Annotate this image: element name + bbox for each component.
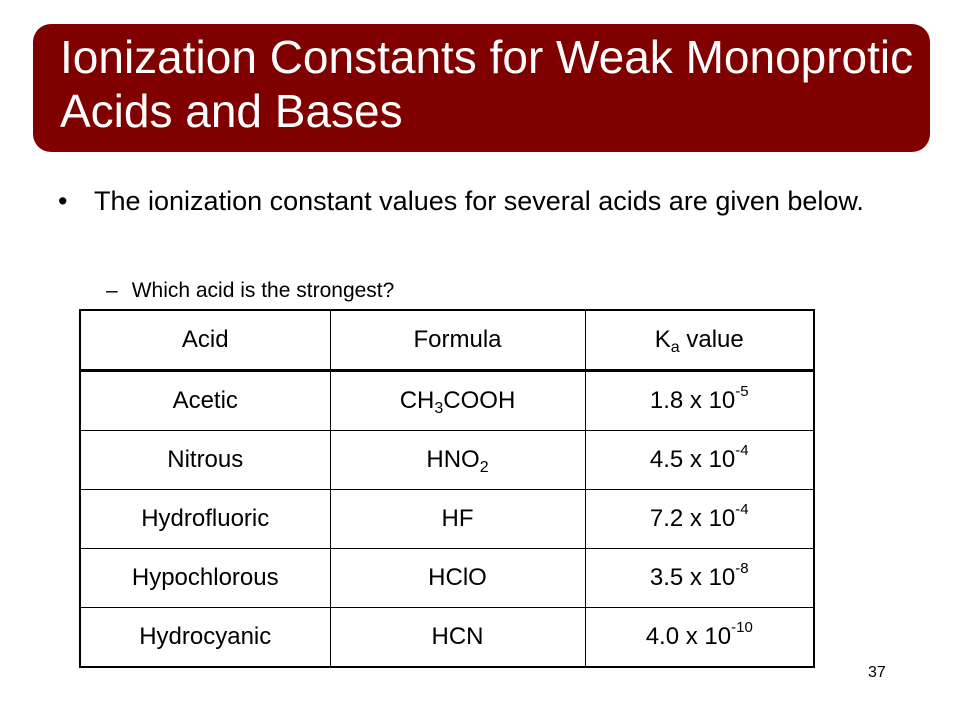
sub-bullet-text: Which acid is the strongest? [131,279,395,302]
header-ka [585,310,814,371]
page-number: 37 [868,664,886,681]
acid-name: Hypochlorous [80,549,330,608]
acid-formula: $CH_3COOH$ [330,371,585,431]
ka-value: 1.8 x $10^{-5}$ [585,371,814,431]
ka-value: 4.0 x $10^{-10}$ [585,608,814,668]
acid-name: Nitrous [80,431,330,490]
ka-value: 3.5 x $10^{-8}$ [585,549,814,608]
sub-bullet-marker: – [106,279,118,302]
table-row [80,371,814,431]
table-row [80,549,814,608]
ionization-table [79,309,815,668]
acid-name: Acetic [80,371,330,431]
header-acid: Acid [80,310,330,371]
acid-formula: $HNO_2$ [330,431,585,490]
ka-symbol: K [654,326,671,353]
table-row [80,608,814,668]
ka-label: value [679,326,744,353]
ka-value: 4.5 x $10^{-4}$ [585,431,814,490]
bullet-marker: • [58,186,68,216]
table-row [80,431,814,490]
acid-formula: HF [330,490,585,549]
acid-formula: HCN [330,608,585,668]
acid-name: Hydrofluoric [80,490,330,549]
sub-bullet-item [106,276,394,306]
ka-subscript: a [670,339,680,356]
table-row [80,490,814,549]
bullet-item [58,182,888,220]
table-header-row [80,310,814,371]
acid-formula: HClO [330,549,585,608]
slide-title: Ionization Constants for Weak Monoprotic Acids and Bases [60,31,914,137]
bullet-text: The ionization constant values for several acids are given below. [94,186,864,216]
acid-name: Hydrocyanic [80,608,330,668]
header-formula: Formula [330,310,585,371]
ka-value: 7.2 x $10^{-4}$ [585,490,814,549]
